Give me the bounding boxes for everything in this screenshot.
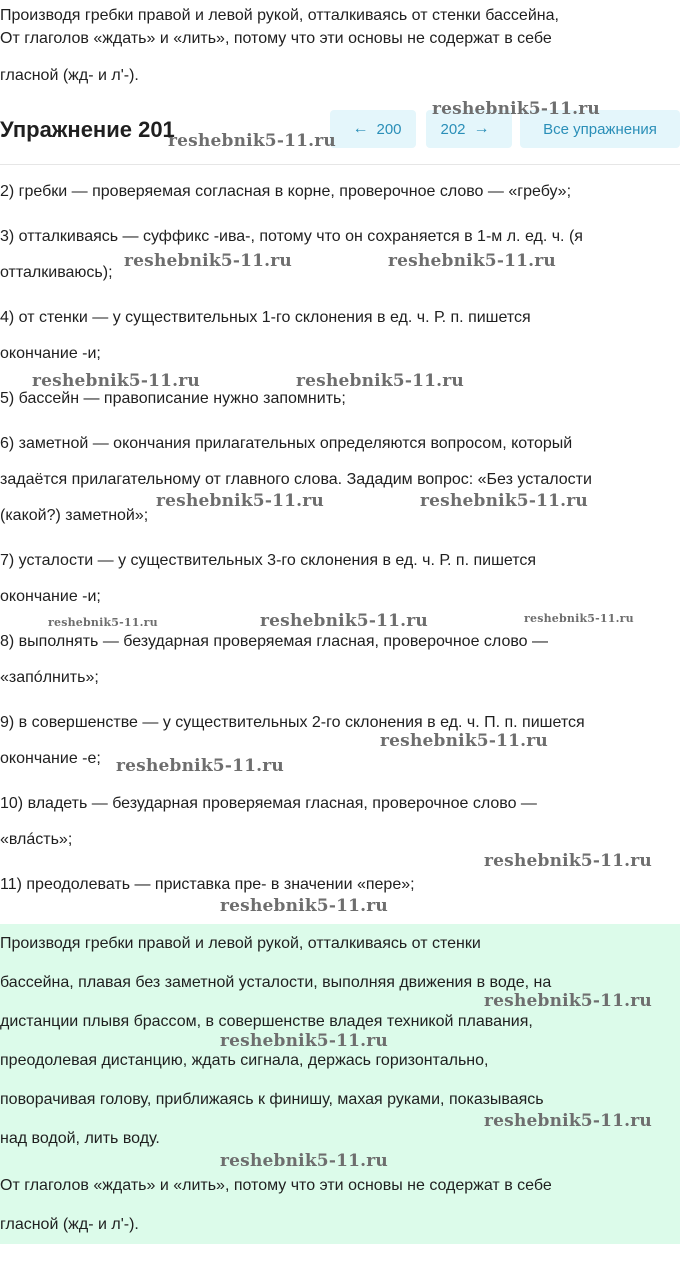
watermark: reshebnik5-11.ru xyxy=(296,371,464,391)
item-3-line-1: 3) отталкиваясь — суффикс -ива-, потому что он сохраняется в 1-м л. ед. ч. (я xyxy=(0,228,583,245)
watermark: reshebnik5-11.ru xyxy=(484,851,652,871)
answer-line-1: Производя гребки правой и левой рукой, отталкиваясь от стенки xyxy=(0,935,481,952)
watermark: reshebnik5-11.ru xyxy=(484,1111,652,1131)
watermark: reshebnik5-11.ru xyxy=(48,616,158,629)
watermark: reshebnik5-11.ru xyxy=(124,251,292,271)
answer-line-2: бассейна, плавая без заметной усталости, выполняя движения в воде, на xyxy=(0,974,552,991)
answer-line-4: преодолевая дистанцию, ждать сигнала, держась горизонтально, xyxy=(0,1052,489,1069)
watermark: reshebnik5-11.ru xyxy=(388,251,556,271)
watermark: reshebnik5-11.ru xyxy=(524,612,634,625)
item-5-line-1: 5) бассейн — правописание нужно запомнить; xyxy=(0,390,346,407)
answer-line-5: поворачивая голову, приближаясь к финишу, махая руками, показываясь xyxy=(0,1091,544,1108)
watermark: reshebnik5-11.ru xyxy=(484,991,652,1011)
item-7-line-2: окончание -и; xyxy=(0,588,101,605)
all-exercises-label: Все упражнения xyxy=(543,120,657,138)
item-10-line-1: 10) владеть — безударная проверяемая гласная, проверочное слово — xyxy=(0,795,537,812)
next-exercise-label: 202 xyxy=(440,120,466,138)
item-8-line-2: «запóлнить»; xyxy=(0,669,99,686)
answer-line-3: дистанции плывя брассом, в совершенстве владея техникой плавания, xyxy=(0,1013,533,1030)
answer-line-6: над водой, лить воду. xyxy=(0,1130,160,1147)
item-9-line-2: окончание -е; xyxy=(0,750,101,767)
arrow-right-icon: → xyxy=(473,120,490,137)
watermark: reshebnik5-11.ru xyxy=(32,371,200,391)
watermark: reshebnik5-11.ru xyxy=(220,1151,388,1171)
item-10-line-2: «влáсть»; xyxy=(0,831,73,848)
intro-line-2: гласной (жд- и л'-). xyxy=(0,67,139,84)
answer-note-line-1: От глаголов «ждать» и «лить», потому что эти основы не содержат в себе xyxy=(0,1177,552,1194)
prev-exercise-button[interactable] xyxy=(330,110,416,148)
watermark: reshebnik5-11.ru xyxy=(432,99,600,119)
page-title: Упражнение 201 xyxy=(0,117,175,142)
exercise-items xyxy=(0,174,680,922)
watermark: reshebnik5-11.ru xyxy=(220,896,388,916)
item-6-line-1: 6) заметной — окончания прилагательных определяются вопросом, который xyxy=(0,435,573,452)
item-4-line-1: 4) от стенки — у существительных 1-го склонения в ед. ч. Р. п. пишется xyxy=(0,309,531,326)
item-2-line-1: 2) гребки — проверяемая согласная в корне, проверочное слово — «гребу»; xyxy=(0,183,572,200)
item-6-line-2: задаётся прилагательному от главного слова. Зададим вопрос: «Без усталости xyxy=(0,471,592,488)
intro-line-1: От глаголов «ждать» и «лить», потому что эти основы не содержат в себе xyxy=(0,30,552,47)
watermark: reshebnik5-11.ru xyxy=(260,611,428,631)
watermark: reshebnik5-11.ru xyxy=(116,756,284,776)
item-3-line-2: отталкиваюсь); xyxy=(0,264,113,281)
arrow-left-icon: ← xyxy=(352,120,369,137)
watermark: reshebnik5-11.ru xyxy=(168,131,336,151)
item-11-line-1: 11) преодолевать — приставка пре- в значении «пере»; xyxy=(0,876,415,893)
cut-off-line: Производя гребки правой и левой рукой, отталкиваясь от стенки бассейна, xyxy=(0,7,559,24)
answer-note-line-2: гласной (жд- и л'-). xyxy=(0,1216,139,1233)
answer-block xyxy=(0,924,680,1244)
item-9-line-1: 9) в совершенстве — у существительных 2-го склонения в ед. ч. П. п. пишется xyxy=(0,714,585,731)
item-6-line-3: (какой?) заметной»; xyxy=(0,507,149,524)
watermark: reshebnik5-11.ru xyxy=(380,731,548,751)
item-7-line-1: 7) усталости — у существительных 3-го склонения в ед. ч. Р. п. пишется xyxy=(0,552,537,569)
item-4-line-2: окончание -и; xyxy=(0,345,101,362)
watermark: reshebnik5-11.ru xyxy=(220,1031,388,1051)
watermark: reshebnik5-11.ru xyxy=(156,491,324,511)
header-divider xyxy=(0,164,680,165)
prev-exercise-label: 200 xyxy=(376,120,402,138)
watermark: reshebnik5-11.ru xyxy=(420,491,588,511)
item-8-line-1: 8) выполнять — безударная проверяемая гласная, проверочное слово — xyxy=(0,633,548,650)
